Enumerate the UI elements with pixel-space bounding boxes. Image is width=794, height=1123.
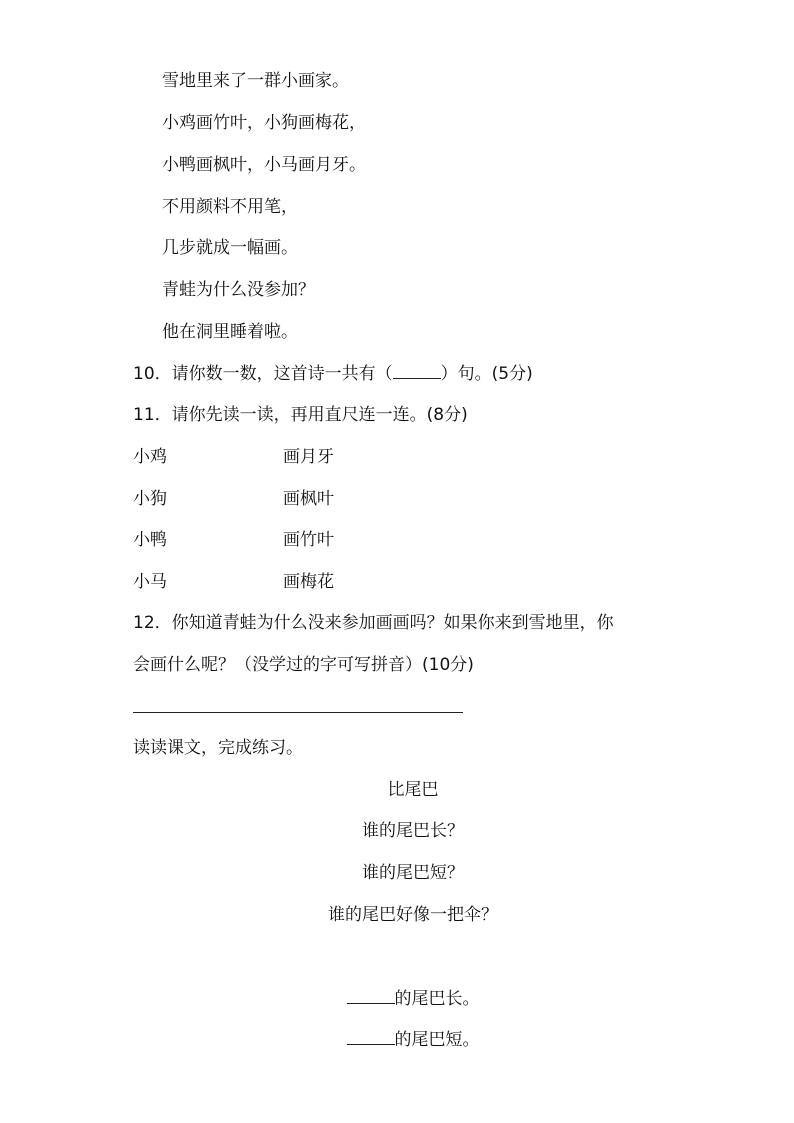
poem-line-1: 雪地里来了一群小画家。 — [162, 71, 349, 91]
question-12-line-2: 会画什么呢？（没学过的字可写拼音）(10分) — [133, 655, 474, 675]
match-right-4[interactable]: 画梅花 — [283, 572, 334, 592]
question-11: 11．请你先读一读，再用直尺连一连。(8分) — [133, 405, 468, 425]
answer-blank-10[interactable] — [393, 362, 441, 379]
fill-line-2 — [0, 1028, 794, 1051]
answer-line-12[interactable] — [133, 712, 463, 713]
match-right-2[interactable]: 画枫叶 — [283, 489, 334, 509]
poem-line-5: 几步就成一幅画。 — [162, 238, 298, 258]
match-right-1[interactable]: 画月牙 — [283, 447, 334, 467]
passage-line-3: 谁的尾巴好像一把伞？ — [328, 905, 498, 925]
poem-line-7: 他在洞里睡着啦。 — [162, 322, 298, 342]
passage-line-2: 谁的尾巴短？ — [362, 863, 464, 883]
question-10 — [133, 362, 533, 385]
passage-title: 比尾巴 — [387, 780, 439, 800]
question-10-prefix: 10．请你数一数，这首诗一共有（ — [133, 364, 393, 384]
fill-blank-1[interactable] — [347, 987, 395, 1004]
reading-instruction: 读读课文，完成练习。 — [133, 738, 303, 758]
question-12-line-1: 12．你知道青蛙为什么没来参加画画吗？如果你来到雪地里，你 — [133, 613, 614, 633]
match-left-2[interactable]: 小狗 — [133, 489, 167, 509]
question-10-suffix: ）句。(5分) — [440, 364, 533, 384]
poem-line-4: 不用颜料不用笔， — [162, 197, 298, 217]
fill-line-1 — [0, 987, 794, 1010]
poem-line-3: 小鸭画枫叶，小马画月牙。 — [162, 155, 366, 175]
match-left-4[interactable]: 小马 — [133, 572, 167, 592]
fill-text-2: 的尾巴短。 — [394, 1030, 480, 1050]
match-right-3[interactable]: 画竹叶 — [283, 530, 334, 550]
match-left-3[interactable]: 小鸭 — [133, 530, 167, 550]
passage-line-1: 谁的尾巴长？ — [362, 821, 464, 841]
poem-line-2: 小鸡画竹叶，小狗画梅花， — [162, 113, 366, 133]
poem-line-6: 青蛙为什么没参加？ — [162, 280, 315, 300]
fill-blank-2[interactable] — [347, 1028, 395, 1045]
match-left-1[interactable]: 小鸡 — [133, 447, 167, 467]
fill-text-1: 的尾巴长。 — [394, 989, 480, 1009]
